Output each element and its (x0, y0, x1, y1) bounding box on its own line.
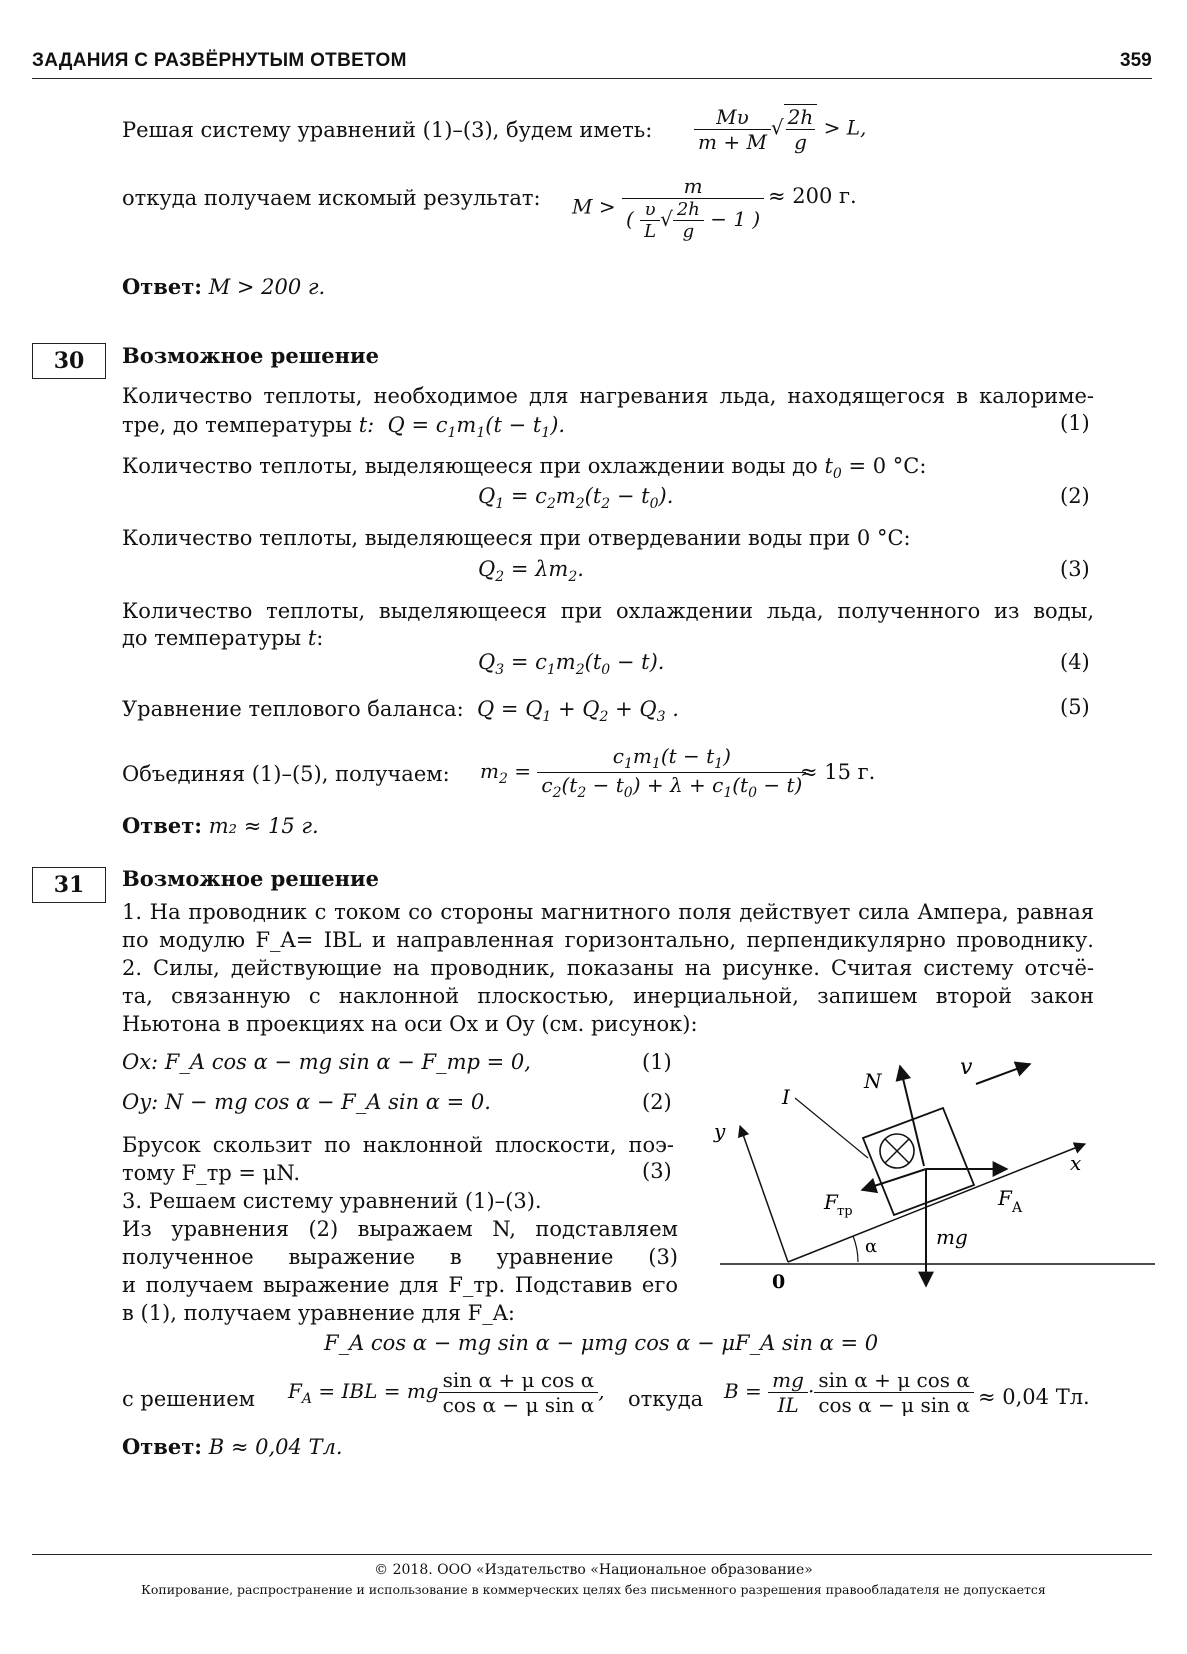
prev-answer (122, 272, 325, 302)
task31-solution-prefix: с решением (122, 1387, 256, 1411)
label-alpha: α (865, 1236, 878, 1257)
task30-p1a: Количество теплоты, необходимое для нагревания льда, находящегося в калориме- (122, 384, 1094, 408)
block (863, 1108, 974, 1215)
task31-l4: та, связанную с наклонной плоскостью, инерциальной, запишем второй закон (122, 984, 1094, 1008)
prev-formula2: M > m ( $\frac{\upsilon}{L}$ √ $\frac{2h}{g}$ − 1 ) (572, 174, 764, 242)
task30-eq2: $Q_1 = c_2m_2(t_2 - t_0)$. (478, 484, 674, 513)
task30-p5-text: Уравнение теплового баланса: (122, 697, 464, 721)
label-N: N (864, 1069, 882, 1093)
task30-result-formula: $m_2$ = $\frac{c_1m_1(t - t_1)}{c_2(t_2 - t_0) + \lambda + c_1(t_0 - t)}$ (480, 744, 806, 801)
task31-solution-mid: откуда (628, 1387, 704, 1411)
prev-line1: Решая систему уравнений (1)–(3), будем иметь: (122, 118, 653, 142)
label-v: v (960, 1055, 973, 1080)
task30-p1b: тре, до температуры t: $Q = c_1m_1(t - t_1)$. (122, 413, 566, 442)
answer-label: Ответ: (122, 274, 203, 299)
eq31-number-3: (3) (642, 1159, 672, 1183)
answer-value: M > 200 г. (208, 275, 326, 299)
task31-solution-formula: $F_A$ = IBL = mg $\frac{\text{sin α + μ cos α}}{\text{cos α − μ sin α}}$ , (288, 1368, 605, 1417)
page-number: 359 (1120, 50, 1152, 71)
inclined-plane-figure (700, 1040, 1160, 1300)
task31-B-formula: B = $\frac{mg}{IL}$ · $\frac{\text{sin α + μ cos α}}{\text{cos α − μ sin α}}$ (724, 1368, 974, 1417)
footer-notice: Копирование, распространение и использование в коммерческих целях без письменного разрешения правообладателя не допускается (141, 1582, 1046, 1597)
task31-B-approx: ≈ 0,04 Тл. (978, 1385, 1090, 1409)
task31-eq2: Oy: N − mg cos α − F_A sin α = 0. (122, 1090, 491, 1114)
task30-approx: ≈ 15 г. (800, 760, 876, 784)
eq-number-4: (4) (1060, 650, 1090, 674)
answer-value: B ≈ 0,04 Тл. (208, 1435, 343, 1459)
label-x: x (1070, 1151, 1082, 1175)
task31-eq4: F_A cos α − mg sin α − μmg cos α − μF_A sin α = 0 (324, 1331, 879, 1355)
answer-label: Ответ: (122, 813, 203, 838)
task31-l5: Ньютона в проекциях на оси Ox и Oy (см. рисунок): (122, 1012, 698, 1036)
task31-answer (122, 1432, 343, 1462)
label-Ftr-sub: тр (837, 1204, 853, 1219)
eq31-number-2: (2) (642, 1090, 672, 1114)
y-axis (740, 1126, 788, 1262)
eq-number-5: (5) (1060, 695, 1090, 719)
velocity-arrow (976, 1064, 1030, 1084)
answer-label: Ответ: (122, 1434, 203, 1459)
task31-eq1: Ox: F_A cos α − mg sin α − F_тр = 0, (122, 1050, 531, 1074)
alpha-arc (853, 1236, 858, 1262)
eq-number-2: (2) (1060, 484, 1090, 508)
eq-number-1: (1) (1060, 411, 1090, 435)
task30-p4a: Количество теплоты, выделяющееся при охлаждении льда, полученного из воды, (122, 599, 1094, 623)
task31-l8: 3. Решаем систему уравнений (1)–(3). (122, 1189, 542, 1213)
running-header: ЗАДАНИЯ С РАЗВЁРНУТЫМ ОТВЕТОМ (32, 50, 407, 71)
task31-heading: Возможное решение (122, 866, 379, 891)
label-FA: F (998, 1186, 1012, 1210)
label-y: y (714, 1119, 726, 1143)
task31-l10: полученное выражение в уравнение (3) (122, 1245, 678, 1269)
task-number-31: 31 (32, 867, 106, 903)
task31-l12: в (1), получаем уравнение для F_A: (122, 1301, 515, 1325)
task31-l6: Брусок скользит по наклонной плоскости, поэ- (122, 1133, 674, 1157)
prev-approx: ≈ 200 г. (768, 184, 857, 208)
prev-formula1: $\frac{M\upsilon}{m + M}$ √ $\frac{2h}{g}$ > L, (694, 104, 866, 154)
label-mg: mg (936, 1225, 968, 1249)
label-FA-sub: A (1012, 1200, 1023, 1216)
eq31-number-1: (1) (642, 1050, 672, 1074)
task30-p6: Объединяя (1)–(5), получаем: (122, 762, 450, 786)
task31-l11: и получаем выражение для F_тр. Подставив его (122, 1273, 678, 1297)
task-number-30: 30 (32, 343, 106, 379)
prev-line2: откуда получаем искомый результат: (122, 186, 541, 210)
eq-number-3: (3) (1060, 557, 1090, 581)
footer-copyright: © 2018. ООО «Издательство «Национальное образование» (374, 1562, 813, 1578)
task30-p4b-text: до температуры (122, 626, 302, 650)
current-wire-line (795, 1098, 868, 1158)
task30-heading: Возможное решение (122, 343, 379, 368)
header-rule (32, 78, 1152, 79)
task31-l2: по модулю F_A= IBL и направленная горизонтально, перпендикулярно проводнику. (122, 928, 1094, 952)
task31-l1: 1. На проводник с током со стороны магнитного поля действует сила Ампера, равная (122, 900, 1094, 924)
task30-p2: Количество теплоты, выделяющееся при охлаждении воды до $t_0 = 0$ °C: (122, 454, 927, 483)
task30-answer (122, 811, 319, 841)
footer-rule (32, 1554, 1152, 1555)
label-I: I (782, 1085, 790, 1109)
task31-l7: тому F_тр = μN. (122, 1161, 301, 1185)
answer-value: m₂ ≈ 15 г. (208, 814, 319, 838)
task30-eq3: $Q_2 = \lambda m_2$. (478, 557, 584, 586)
task30-p2-text: Количество теплоты, выделяющееся при охлаждении воды до (122, 454, 818, 478)
task30-eq4: $Q_3 = c_1m_2(t_0 - t)$. (478, 650, 665, 679)
task30-p5: Уравнение теплового баланса: $Q = Q_1 + Q_2 + Q_3$ . (122, 697, 679, 726)
task30-p4b: до температуры t: (122, 626, 324, 650)
task30-p1b-text: тре, до температуры (122, 413, 352, 437)
label-Ftr: F (824, 1190, 838, 1214)
task30-p3: Количество теплоты, выделяющееся при отвердевании воды при 0 °C: (122, 526, 911, 550)
task31-l3: 2. Силы, действующие на проводник, показаны на рисунке. Считая систему отсчё- (122, 956, 1094, 980)
task31-l9: Из уравнения (2) выражаем N, подставляем (122, 1217, 678, 1241)
label-origin: 0 (772, 1271, 786, 1293)
